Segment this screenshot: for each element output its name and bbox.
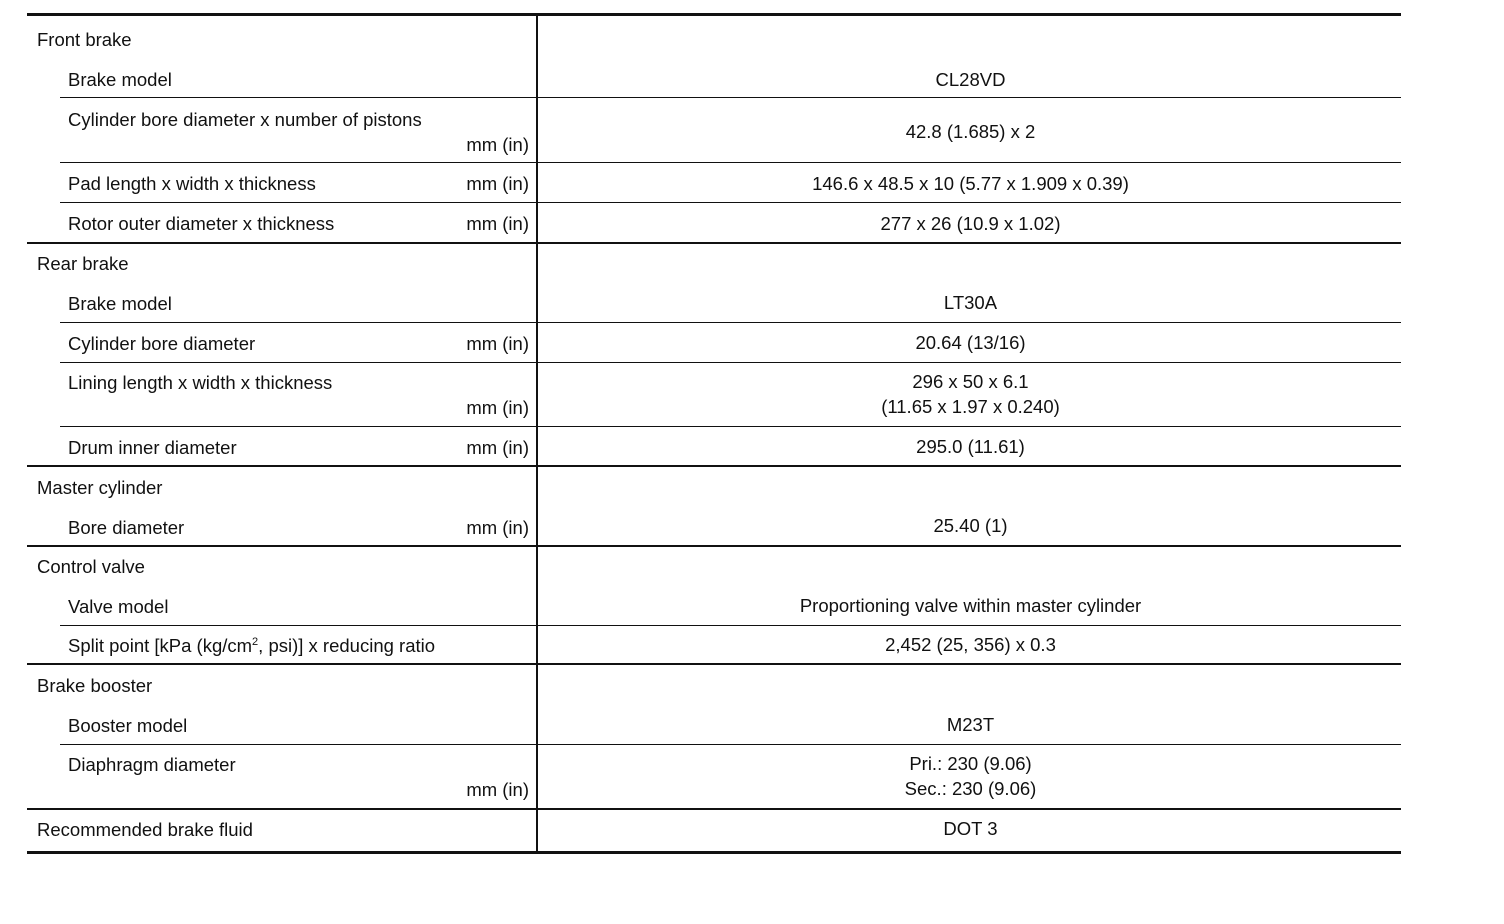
group-title-brake-booster: Brake booster — [37, 675, 153, 696]
row-label: Cylinder bore diameter x number of pistons — [68, 109, 422, 130]
row-unit: mm (in) — [466, 333, 529, 354]
group-title-master-cylinder: Master cylinder — [37, 477, 163, 498]
row-value: 25.40 (1) — [933, 515, 1008, 536]
row-label: Booster model — [68, 715, 188, 736]
group-divider — [27, 663, 1401, 665]
brake-spec-table — [27, 13, 1401, 854]
row-value: Sec.: 230 (9.06) — [904, 778, 1037, 799]
row-unit: mm (in) — [466, 213, 529, 234]
row-divider — [60, 744, 1401, 745]
row-value: 146.6 x 48.5 x 10 (5.77 x 1.909 x 0.39) — [812, 173, 1129, 194]
row-label-split-point: Split point [kPa ($kg/cm^2$, psi)] x reducing ratio — [68, 635, 436, 656]
row-value: Pri.: 230 (9.06) — [909, 753, 1032, 774]
group-title-front-brake: Front brake — [37, 29, 132, 50]
group-title-rear-brake: Rear brake — [37, 253, 129, 274]
row-label: Valve model — [68, 596, 169, 617]
row-divider — [60, 426, 1401, 427]
row-label: Rotor outer diameter x thickness — [68, 213, 335, 234]
row-divider — [60, 97, 1401, 98]
row-value: M23T — [946, 714, 995, 735]
row-unit: mm (in) — [466, 437, 529, 458]
row-unit: mm (in) — [466, 173, 529, 194]
row-label: Bore diameter — [68, 517, 185, 538]
row-divider — [60, 162, 1401, 163]
row-value: Proportioning valve within master cylinder — [799, 595, 1142, 616]
group-title-control-valve: Control valve — [37, 556, 145, 577]
row-value: 2,452 (25, 356) x 0.3 — [885, 634, 1056, 655]
row-divider — [60, 202, 1401, 203]
group-divider — [27, 242, 1401, 244]
column-divider — [536, 15, 538, 852]
row-label: Brake model — [68, 293, 172, 314]
row-unit: mm (in) — [466, 517, 529, 538]
row-unit: mm (in) — [466, 134, 529, 155]
row-value: 42.8 (1.685) x 2 — [905, 121, 1036, 142]
row-label: Drum inner diameter — [68, 437, 237, 458]
row-value: CL28VD — [935, 69, 1006, 90]
row-value-brake-fluid: DOT 3 — [943, 818, 998, 839]
row-label: Lining length x width x thickness — [68, 372, 333, 393]
row-divider — [60, 322, 1401, 323]
row-label: Diaphragm diameter — [68, 754, 236, 775]
row-value: 20.64 (13/16) — [915, 332, 1026, 353]
table-top-rule — [27, 13, 1401, 16]
row-label: Pad length x width x thickness — [68, 173, 316, 194]
table-bottom-rule — [27, 851, 1401, 854]
row-value: LT30A — [943, 292, 998, 313]
row-value: (11.65 x 1.97 x 0.240) — [881, 396, 1060, 417]
row-unit: mm (in) — [466, 779, 529, 800]
row-label-brake-fluid: Recommended brake fluid — [37, 819, 253, 840]
row-divider — [60, 625, 1401, 626]
row-value: 277 x 26 (10.9 x 1.02) — [880, 213, 1061, 234]
row-value: 295.0 (11.61) — [916, 436, 1025, 457]
row-divider — [60, 362, 1401, 363]
row-unit: mm (in) — [466, 397, 529, 418]
row-label: Brake model — [68, 69, 172, 90]
group-divider — [27, 808, 1401, 810]
group-divider — [27, 545, 1401, 547]
group-divider — [27, 465, 1401, 467]
row-label: Cylinder bore diameter — [68, 333, 256, 354]
row-value: 296 x 50 x 6.1 — [912, 371, 1029, 392]
